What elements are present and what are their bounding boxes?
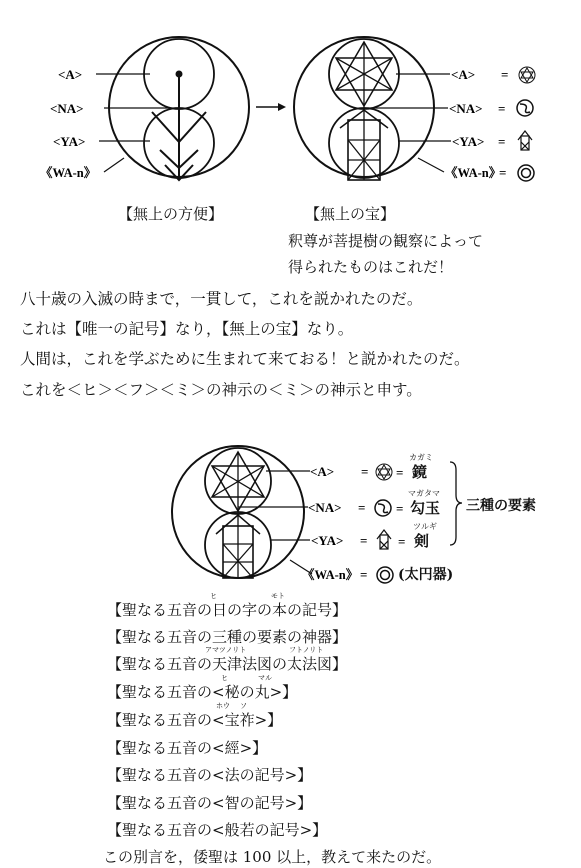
svg-text:=: =	[396, 465, 404, 480]
label-na: <NA>	[449, 101, 483, 116]
svg-text:《WA-n》: 《WA-n》	[302, 568, 359, 582]
furigana: ホウ	[216, 702, 230, 710]
label-a: <A>	[58, 67, 83, 82]
furigana: ヒ	[210, 592, 217, 600]
body-line: これを＜ヒ＞＜フ＞＜ミ＞の神示の＜ミ＞の神示と申す。	[20, 381, 422, 399]
mujo-hoben-diagram	[96, 37, 249, 180]
svg-text:=: =	[360, 533, 368, 548]
label-wa-n: 《WA-n》	[40, 166, 97, 180]
group-label: 三種の要素	[466, 498, 536, 514]
closing-line: この別言を，倭聖は 100 以上，教えて来たのだ。	[103, 848, 442, 866]
takara-note-line-1: 釈尊が菩提樹の観察によって	[288, 232, 484, 250]
label-ya: <YA>	[53, 134, 86, 149]
takara-caption: 【無上の宝】	[305, 205, 396, 223]
label-ya: <YA>	[452, 134, 485, 149]
list-item: 【聖なる五音の<般若の記号>】	[107, 821, 328, 839]
magatama-icon	[375, 500, 391, 516]
furigana: ヒ	[221, 674, 228, 682]
treasure-magatama: 勾玉	[410, 499, 441, 517]
label-a: <A>	[451, 67, 476, 82]
list-item: 【聖なる五音の日の字の本の記号】	[107, 601, 348, 619]
furigana: モト	[271, 592, 285, 600]
svg-text:=: =	[498, 101, 506, 116]
takara-note-line-2: 得られたものはこれだ！	[288, 258, 454, 276]
svg-text:=: =	[398, 534, 406, 549]
svg-text:=: =	[396, 501, 404, 516]
taienki-icon	[518, 165, 534, 181]
reading-kagami: カガミ	[409, 453, 433, 462]
furigana: アマツノリト	[205, 646, 247, 654]
list-item: 【聖なる五音の<秘の丸>】	[107, 683, 298, 701]
svg-text:<A>: <A>	[310, 464, 335, 479]
label-wa-n: 《WA-n》	[445, 166, 502, 180]
svg-text:=: =	[499, 165, 507, 180]
list-item: 【聖なる五音の三種の要素の神器】	[107, 628, 348, 646]
body-line: これは【唯一の記号】なり，【無上の宝】なり。	[20, 320, 354, 338]
mirror-icon	[376, 464, 392, 480]
mujo-no-takara-diagram	[294, 37, 451, 180]
body-line: 八十歳の入滅の時まで，一貫して，これを説かれたのだ。	[20, 290, 423, 308]
furigana: マル	[258, 674, 272, 682]
reading-magatama: マガタマ	[408, 489, 440, 498]
list-item: 【聖なる五音の<智の記号>】	[107, 794, 313, 812]
svg-text:=: =	[498, 134, 506, 149]
top-diagrams	[0, 0, 581, 200]
svg-text:=: =	[358, 500, 366, 515]
furigana: フトノリト	[289, 646, 324, 654]
furigana: ソ	[240, 702, 247, 710]
svg-text:=: =	[361, 464, 369, 479]
treasure-tsurugi: 剣	[414, 532, 430, 550]
svg-text:<NA>: <NA>	[308, 500, 342, 515]
sword-icon	[377, 530, 391, 549]
svg-text:=: =	[360, 567, 368, 582]
body-line: 人間は，これを学ぶために生まれて来ておる！と説かれたのだ。	[20, 350, 470, 368]
svg-text:=: =	[501, 67, 509, 82]
sword-icon	[518, 131, 532, 150]
list-item: 【聖なる五音の<經>】	[107, 739, 268, 757]
svg-text:<YA>: <YA>	[311, 533, 344, 548]
mirror-icon	[519, 67, 535, 83]
label-na: <NA>	[50, 101, 84, 116]
hoben-caption: 【無上の方便】	[118, 205, 224, 223]
list-item: 【聖なる五音の<宝祚>】	[107, 711, 283, 729]
treasure-kagami: 鏡	[412, 463, 428, 481]
treasure-taienki: (太円器)	[398, 567, 454, 583]
list-item: 【聖なる五音の<法の記号>】	[107, 766, 313, 784]
reading-tsurugi: ツルギ	[413, 522, 437, 531]
list-item: 【聖なる五音の天津法図の太法図】	[107, 655, 348, 673]
taienki-icon	[377, 567, 393, 583]
magatama-icon	[517, 100, 533, 116]
